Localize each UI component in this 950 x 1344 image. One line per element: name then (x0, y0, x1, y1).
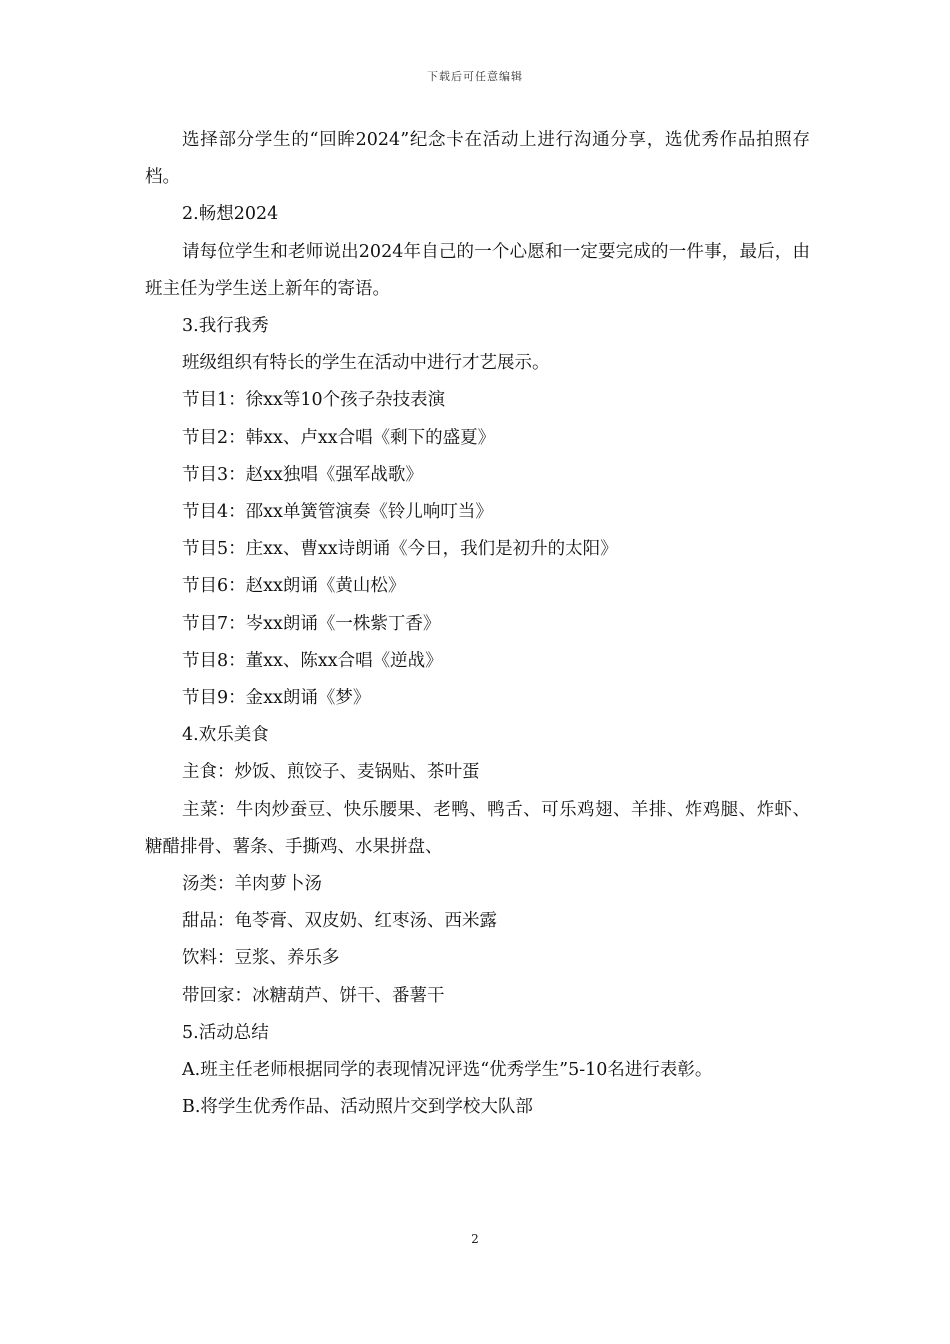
food-item: 带回家：冰糖葫芦、饼干、番薯干 (182, 985, 445, 1006)
section-heading: 5.活动总结 (182, 1022, 269, 1043)
program-item: 节目7：岑xx朗诵《一株紫丁香》 (182, 613, 441, 634)
program-item: 节目6：赵xx朗诵《黄山松》 (182, 576, 406, 597)
summary-item: B.将学生优秀作品、活动照片交到学校大队部 (182, 1097, 533, 1118)
food-item: 主食：炒饭、煎饺子、麦锅贴、茶叶蛋 (182, 762, 480, 783)
program-item: 节目8：董xx、陈xx合唱《逆战》 (182, 650, 443, 671)
program-item: 节目5：庄xx、曹xx诗朗诵《今日，我们是初升的太阳》 (182, 539, 618, 560)
paragraph: 选择部分学生的“回眸2024”纪念卡在活动上进行沟通分享，选优秀作品拍照存档。 (145, 130, 810, 188)
food-item: 饮料：豆浆、养乐多 (182, 948, 340, 969)
section-heading: 2.畅想2024 (182, 204, 279, 225)
paragraph: 请每位学生和老师说出2024年自己的一个心愿和一定要完成的一件事，最后，由班主任为学生送上新年的寄语。 (145, 241, 810, 299)
program-item: 节目1：徐xx等10个孩子杂技表演 (182, 390, 446, 411)
program-item: 节目3：赵xx独唱《强军战歌》 (182, 464, 423, 485)
document-body (145, 122, 810, 1126)
food-item: 主菜：牛肉炒蚕豆、快乐腰果、老鸭、鸭舌、可乐鸡翅、羊排、炸鸡腿、炸虾、糖醋排骨、薯条、手撕鸡、水果拼盘、 (145, 799, 810, 857)
paragraph: 班级组织有特长的学生在活动中进行才艺展示。 (182, 353, 550, 374)
section-heading: 3.我行我秀 (182, 316, 269, 337)
header-note: 下载后可任意编辑 (427, 70, 523, 83)
program-item: 节目9：金xx朗诵《梦》 (182, 688, 371, 709)
food-item: 甜品：龟苓膏、双皮奶、红枣汤、西米露 (182, 911, 497, 932)
food-item: 汤类：羊肉萝卜汤 (182, 874, 322, 895)
section-heading: 4.欢乐美食 (182, 725, 269, 746)
program-item: 节目4：邵xx单簧管演奏《铃儿响叮当》 (182, 502, 493, 523)
summary-item: A.班主任老师根据同学的表现情况评选“优秀学生”5-10名进行表彰。 (182, 1060, 713, 1081)
page-number: 2 (471, 1232, 479, 1246)
program-item: 节目2：韩xx、卢xx合唱《剩下的盛夏》 (182, 427, 496, 448)
